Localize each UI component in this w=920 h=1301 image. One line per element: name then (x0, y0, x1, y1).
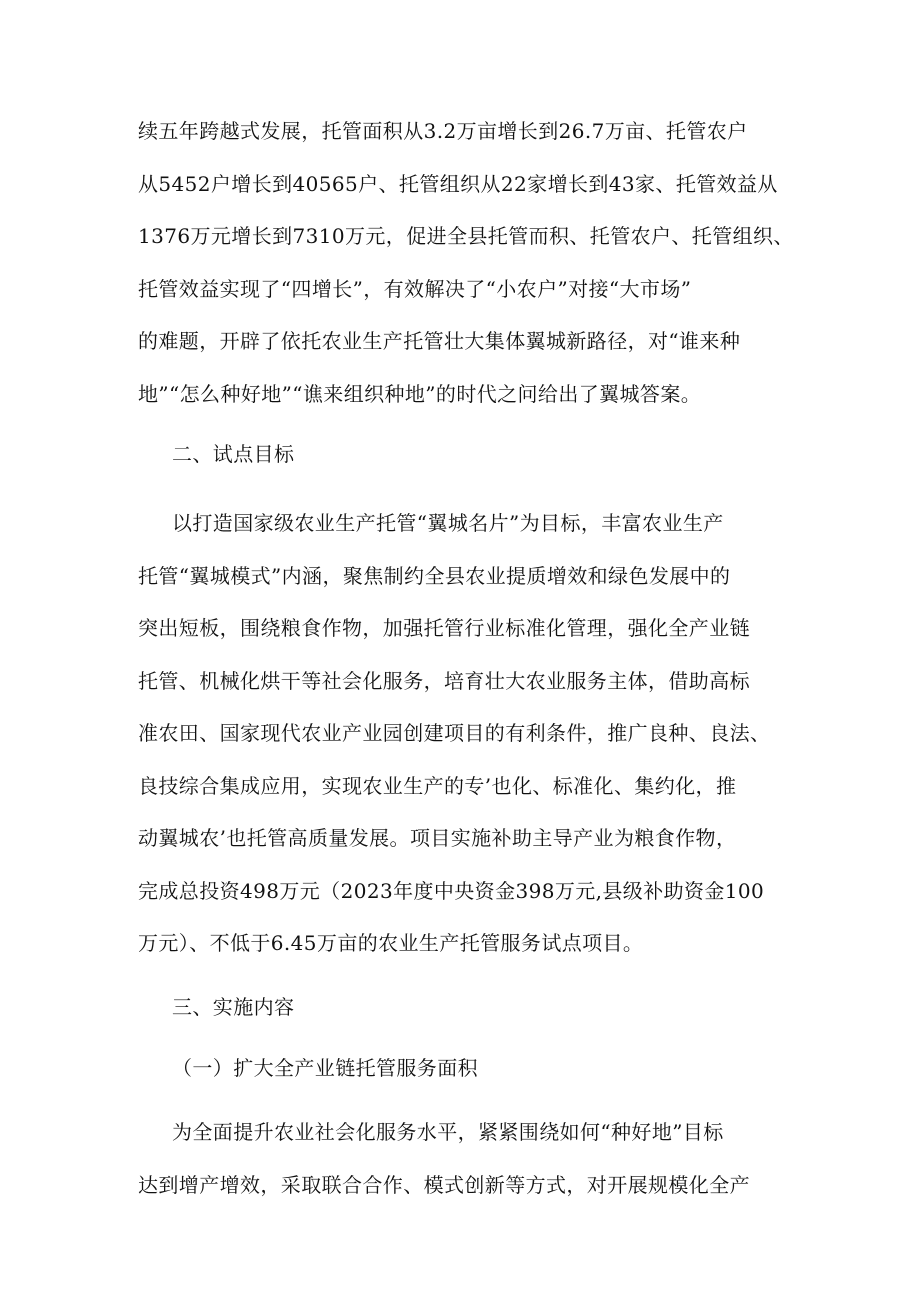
text-line: 托管“翼城模式”内涵，聚焦制约全县农业提质增效和绿色发展中的 (138, 564, 731, 588)
text-line: 达到增产增效，采取联合合作、模式创新等方式，对开展规模化全产 (138, 1173, 750, 1197)
text-line: 万元）、不低于6.45万亩的农业生产托管服务试点项目。 (138, 931, 644, 955)
text-line: 从5452户增长到40565户、托管组织从22家增长到43家、托管效益从 (138, 172, 778, 196)
text-line: 为全面提升农业社会化服务水平，紧紧围绕如何“种好地”目标 (172, 1120, 724, 1144)
text-line: 续五年跨越式发展，托管面积从3.2万亩增长到26.7万亩、托管农户 (138, 119, 748, 143)
text-line: 地”“怎么种好地”“谯来组织种地”的时代之问给出了翼城答案。 (138, 382, 702, 406)
text-line: 动翼城农’也托管高质量发展。项目实施补助主导产业为粮食作物， (138, 826, 737, 850)
text-line: 准农田、国家现代农业产业园创建项目的有利条件，推广良种、良法、 (138, 721, 771, 745)
text-line: 的难题，开辟了依托农业生产托管壮大集体翼城新路径，对“谁来种 (138, 329, 741, 353)
text-line: 托管、机械化烘干等社会化服务，培育壮大农业服务主体，借助高标 (138, 669, 750, 693)
text-line: 以打造国家级农业生产托管“翼城名片”为目标，丰富农业生产 (172, 511, 724, 535)
text-line: 托管效益实现了“四增长”，有效解决了“小农户”对接“大市场” (138, 277, 692, 301)
text-line: 1376万元增长到7310万元，促进全县托管而积、托管农户、托管组织、 (138, 224, 794, 248)
text-line: 完成总投资498万元（2023年度中央资金398万元,县级补助资金100 (138, 879, 765, 903)
section-heading-implementation: 三、实施内容 (172, 995, 295, 1019)
section-heading-objectives: 二、试点目标 (172, 442, 295, 466)
text-line: 良技综合集成应用，实现农业生产的专’也化、标准化、集约化，推 (138, 774, 737, 798)
text-line: 突出短板，围绕粮食作物，加强托管行业标准化管理，强化全产业链 (138, 616, 750, 640)
subsection-heading: （一）扩大全产业链托管服务面积 (172, 1056, 478, 1080)
